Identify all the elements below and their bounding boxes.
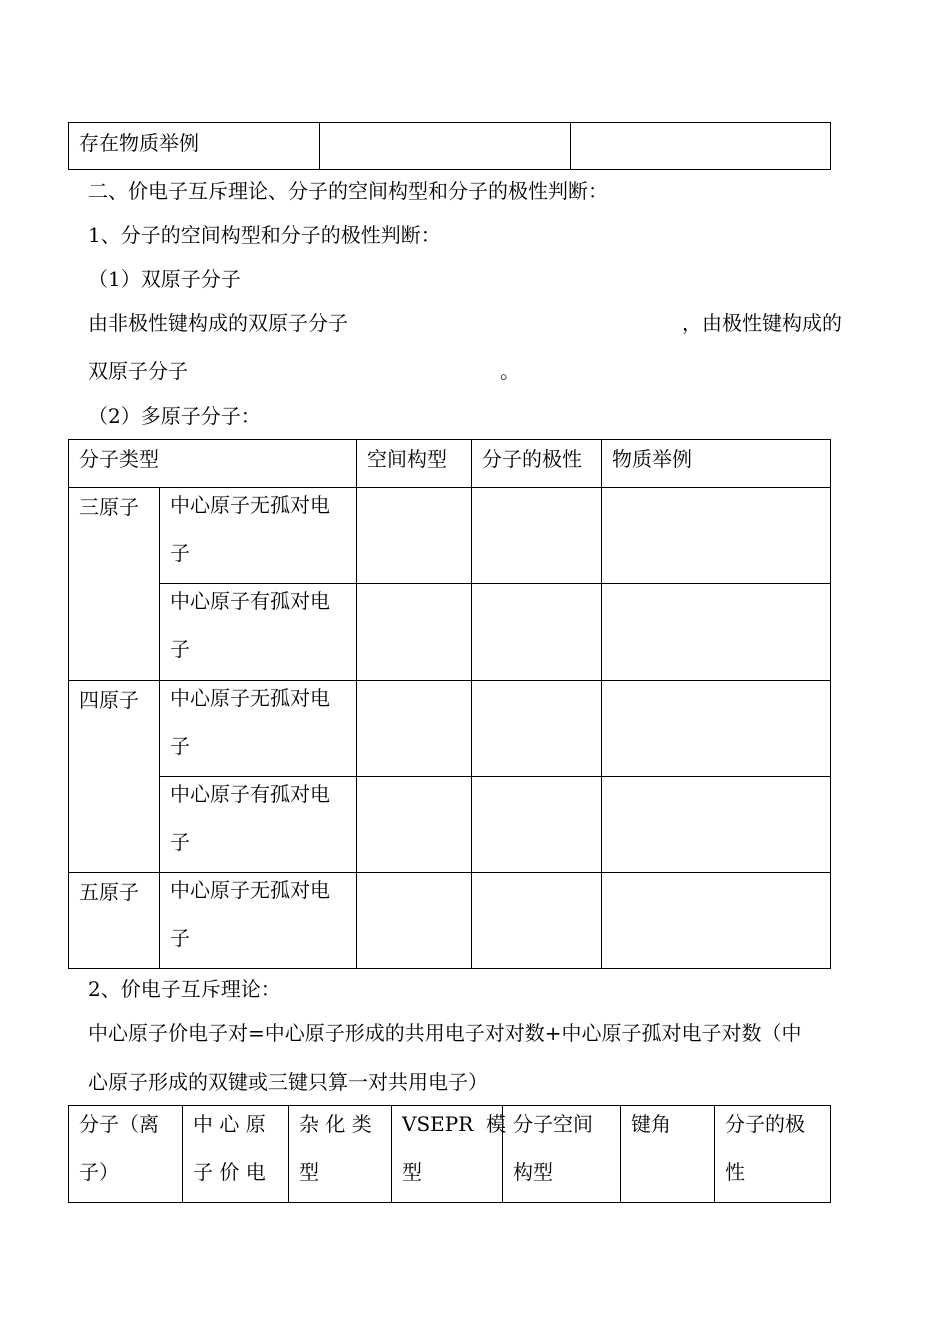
top-table-label: 存在物质举例 xyxy=(79,131,199,155)
vsepr-header-central-atom: 中 心 原 子 价 电 xyxy=(183,1106,289,1203)
group-tetratomic: 四原子 xyxy=(69,681,160,873)
diatomic-text-b: ，由极性键构成的 xyxy=(682,311,842,335)
subtype-cell: 中心原子无孤对电 子 xyxy=(160,488,357,584)
formula-line-2: 心原子形成的双键或三键只算一对共用电子） xyxy=(88,1070,488,1094)
subtype-cell: 中心原子有孤对电 子 xyxy=(160,584,357,681)
vsepr-table xyxy=(68,1105,831,1203)
group-triatomic: 三原子 xyxy=(69,488,160,681)
sub2-title: 2、价电子互斥理论： xyxy=(88,977,281,1001)
subtype-cell: 中心原子无孤对电 子 xyxy=(160,681,357,777)
vsepr-header-hybridization: 杂 化 类 型 xyxy=(289,1106,392,1203)
vsepr-header-molecule: 分子（离 子） xyxy=(69,1106,183,1203)
sub1-2-title: （2）多原子分子： xyxy=(88,404,261,428)
top-table-cell xyxy=(320,123,571,170)
top-table xyxy=(68,122,831,170)
group-pentatomic: 五原子 xyxy=(69,873,160,969)
header-spatial-config: 空间构型 xyxy=(357,440,472,488)
section2-title: 二、价电子互斥理论、分子的空间构型和分子的极性判断： xyxy=(88,179,608,203)
sub1-1-title: （1）双原子分子 xyxy=(88,267,241,291)
vsepr-header-bond-angle: 键角 xyxy=(621,1106,715,1203)
diatomic-text-d: 。 xyxy=(500,359,520,383)
header-molecule-type: 分子类型 xyxy=(69,440,357,488)
diatomic-text-c: 双原子分子 xyxy=(88,359,188,383)
top-table-label-cell xyxy=(69,123,320,170)
header-examples: 物质举例 xyxy=(602,440,831,488)
subtype-cell: 中心原子无孤对电 子 xyxy=(160,873,357,969)
formula-line-1: 中心原子价电子对=中心原子形成的共用电子对对数+中心原子孤对电子对数（中 xyxy=(88,1021,802,1045)
sub1-title: 1、分子的空间构型和分子的极性判断： xyxy=(88,223,441,247)
diatomic-text-a: 由非极性键构成的双原子分子 xyxy=(88,311,348,335)
vsepr-header-polarity: 分子的极 性 xyxy=(715,1106,831,1203)
top-table-cell xyxy=(571,123,831,170)
polyatomic-table xyxy=(68,439,831,969)
vsepr-header-model: VSEPR 模 型 xyxy=(392,1106,503,1203)
subtype-cell: 中心原子有孤对电 子 xyxy=(160,777,357,873)
vsepr-header-spatial-config: 分子空间 构型 xyxy=(503,1106,621,1203)
header-polarity: 分子的极性 xyxy=(472,440,602,488)
